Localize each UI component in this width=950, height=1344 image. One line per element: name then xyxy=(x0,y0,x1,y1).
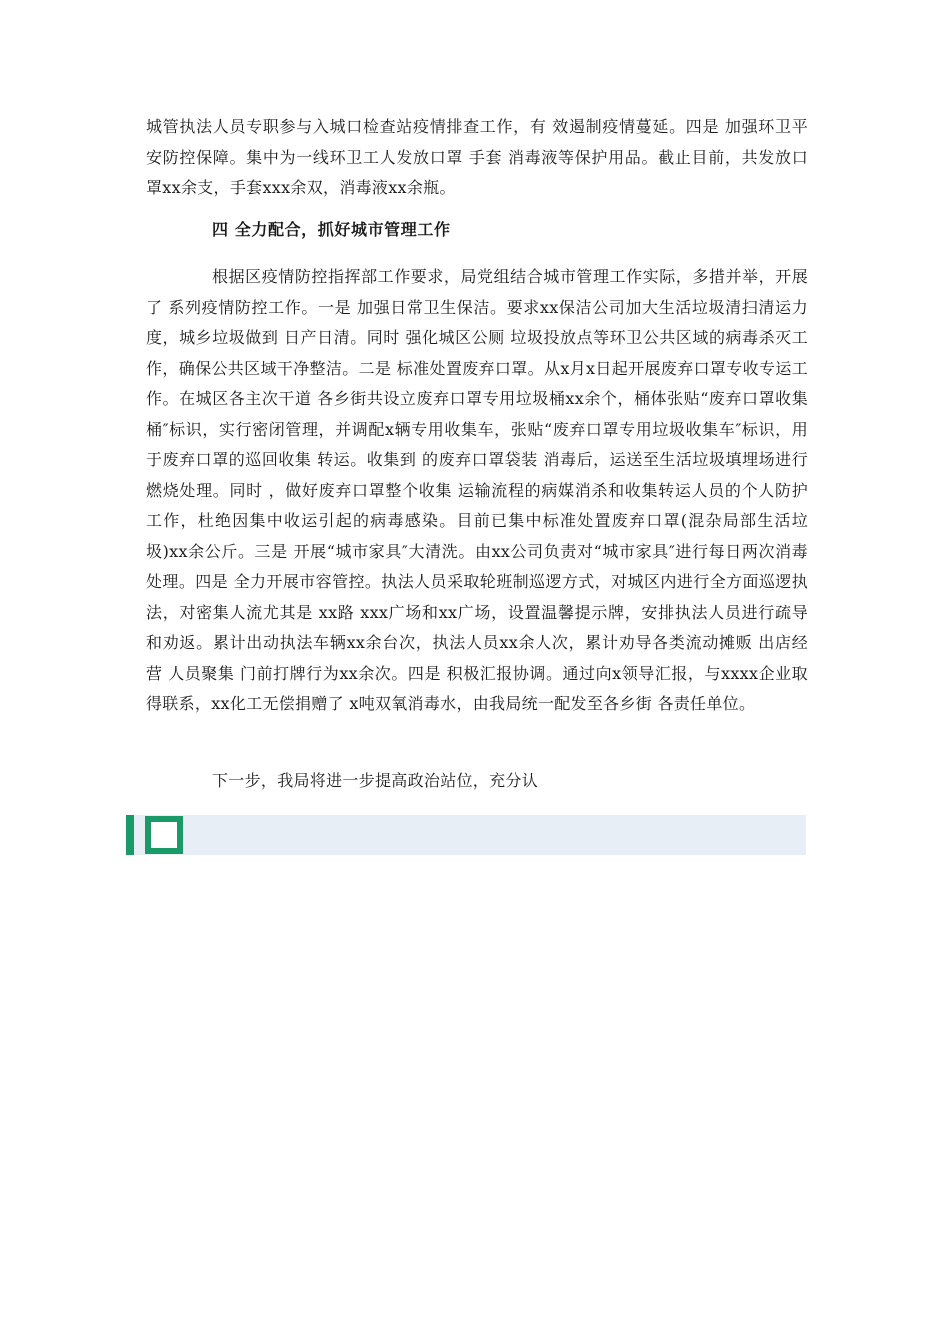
square-logo-icon xyxy=(145,816,183,854)
section-heading: 四 全力配合，抓好城市管理工作 xyxy=(212,220,451,239)
accent-bar xyxy=(126,815,134,855)
paragraph-3: 下一步，我局将进一步提高政治站位，充分认 xyxy=(212,771,539,790)
footer-banner xyxy=(126,815,806,855)
paragraph-2: 根据区疫情防控指挥部工作要求，局党组结合城市管理工作实际，多措并举，开展了 系列疫情防控工作。一是 加强日常卫生保洁。要求xx保洁公司加大生活垃圾清扫清运力度，城乡垃圾做到 日产日清。同时 强化城区公厕 垃圾投放点等环卫公共区域的病毒杀灭工作，确保公共区域干净整洁。二是 标准处置废弃口罩。从x月x日起开展废弃口罩专收专运工作。在城区各主次干道 各乡街共设立废弃口罩专用垃圾桶xx余个，桶体张贴“废弃口罩收集桶″标识，实行密闭管理，并调配x辆专用收集车，张贴“废弃口罩专用垃圾收集车″标识，用于废弃口罩的巡回收集 转运。收集到 的废弃口罩袋装 消毒后，运送至生活垃圾填埋场进行燃烧处理。同时 ，做好废弃口罩整个收集 运输流程的病媒消杀和收集转运人员的个人防护工作，杜绝因集中收运引起的病毒感染。目前已集中标准处置废弃口罩(混杂局部生活垃圾)xx余公斤。三是 开展“城市家具″大清洗。由xx公司负责对“城市家具″进行每日两次消毒处理。四是 全力开展市容管控。执法人员采取轮班制巡逻方式，对城区内进行全方面巡逻执法，对密集人流尤其是 xx路 xxx广场和xx广场，设置温馨提示牌，安排执法人员进行疏导和劝返。累计出动执法车辆xx余台次，执法人员xx余人次，累计劝导各类流动摊贩 出店经营 人员聚集 门前打牌行为xx余次。四是 积极汇报协调。通过向x领导汇报，与xxxx企业取得联系，xx化工无偿捐赠了 x吨双氧消毒水，由我局统一配发至各乡街 各责任单位。 xyxy=(146,267,808,713)
paragraph-1: 城管执法人员专职参与入城口检查站疫情排查工作，有 效遏制疫情蔓延。四是 加强环卫平安防控保障。集中为一线环卫工人发放口罩 手套 消毒液等保护用品。截止目前，共发放口罩xx余支，手套xxx余双，消毒液xx余瓶。 xyxy=(146,117,808,197)
